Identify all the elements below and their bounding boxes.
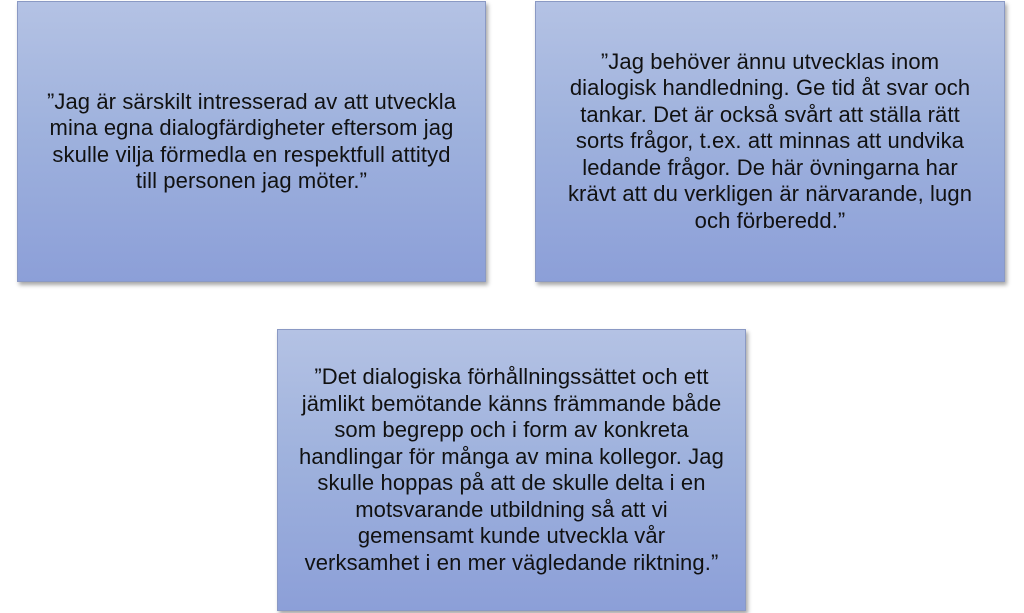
quote-2-line-6: krävt att du verkligen är närvarande, lugn	[567, 181, 973, 207]
quote-3-line-5: skulle hoppas på att de skulle delta i en	[317, 470, 706, 495]
quote-3-line-4: handlingar för många av mina kollegor. Jag	[299, 443, 724, 469]
quote-text-3	[299, 364, 724, 576]
quote-box-3	[277, 329, 746, 611]
quote-text-2	[568, 49, 972, 235]
quote-3-line-1: ”Det dialogiska förhållningssättet och ett	[314, 364, 709, 389]
quote-1-line-2: mina egna dialogfärdigheter eftersom jag	[49, 115, 454, 140]
quote-box-2	[535, 1, 1005, 282]
quote-2-line-1: ”Jag behöver ännu utvecklas inom	[600, 48, 940, 74]
quote-2-line-3: tankar. Det är också svårt att ställa rätt	[580, 101, 960, 127]
quote-3-line-6: motsvarande utbildning så att vi	[355, 496, 668, 522]
quote-2-line-7: och förberedd.”	[694, 207, 846, 233]
quote-text-1	[47, 89, 456, 195]
quote-3-line-2: jämlikt bemötande känns främmande både	[301, 390, 722, 416]
quote-1-line-3: skulle vilja förmedla en respektfull attityd	[52, 141, 451, 167]
quote-box-1	[17, 1, 486, 282]
quote-3-line-8: verksamhet i en mer vägledande riktning.”	[304, 549, 719, 575]
quote-2-line-5: ledande frågor. De här övningarna har	[582, 154, 958, 180]
quote-2-line-4: sorts frågor, t.ex. att minnas att undvika	[575, 128, 965, 154]
quote-3-line-7: gemensamt kunde utveckla vår	[357, 523, 666, 548]
quote-1-line-1: ”Jag är särskilt intresserad av att utveckla	[46, 88, 457, 114]
quote-1-line-4: till personen jag möter.”	[135, 168, 368, 193]
quote-2-line-2: dialogisk handledning. Ge tid åt svar och	[569, 75, 971, 101]
quote-3-line-3: som begrepp och i form av konkreta	[334, 417, 689, 442]
